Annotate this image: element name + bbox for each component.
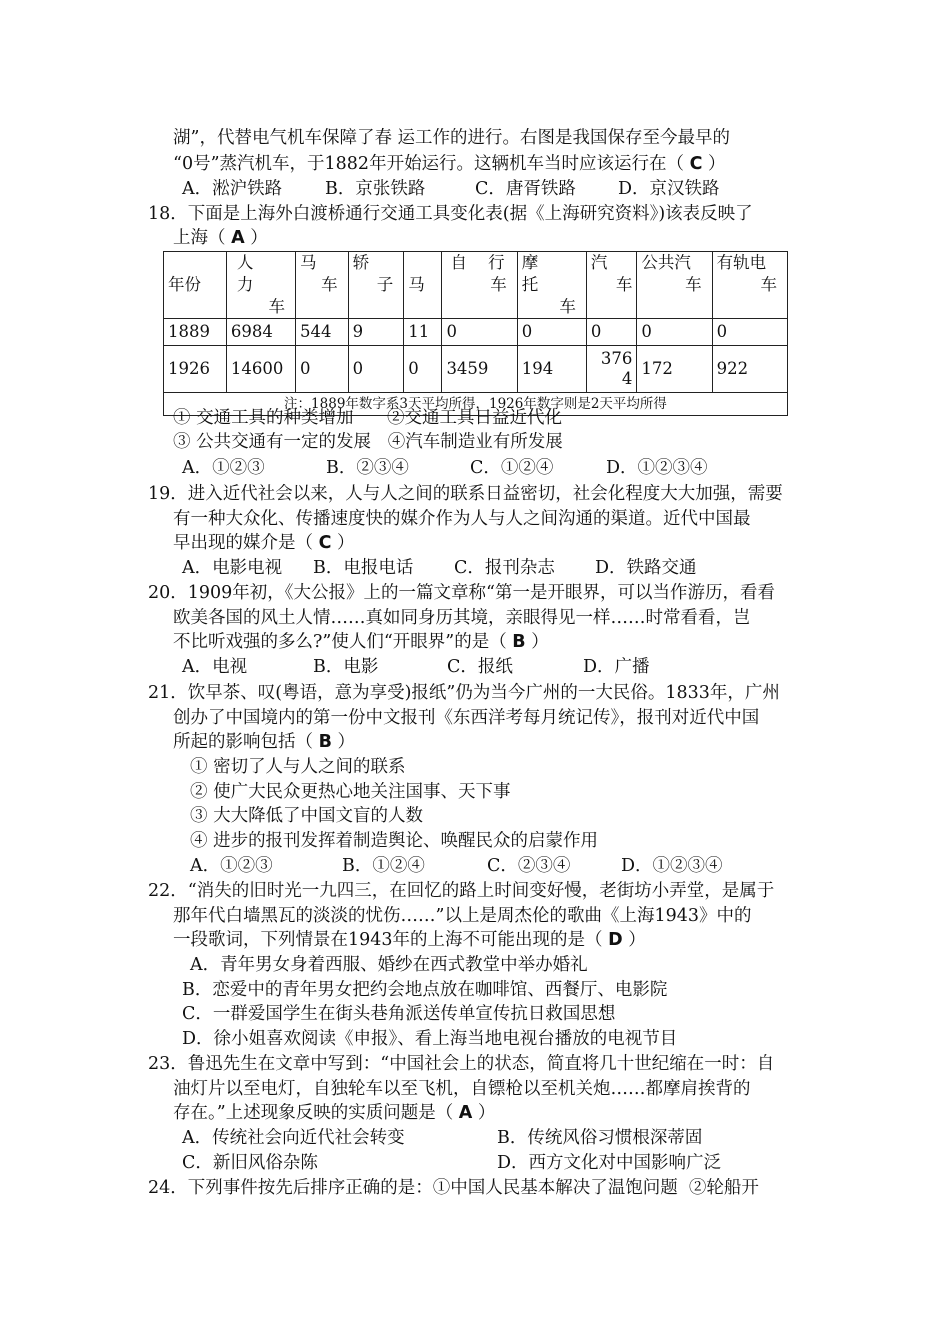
header-cell: 年份 bbox=[164, 252, 227, 319]
q20-option-d: D．广播 bbox=[583, 657, 650, 677]
q23-options-row-2 bbox=[182, 1151, 721, 1175]
q23-option-c: C．新旧风俗杂陈 bbox=[182, 1153, 318, 1173]
table-cell: 194 bbox=[517, 346, 586, 393]
q22-option-d: D．徐小姐喜欢阅读《申报》、看上海当地电视台播放的电视节目 bbox=[182, 1029, 678, 1049]
table-row-1926 bbox=[164, 346, 788, 393]
table-cell: 0 bbox=[712, 319, 787, 346]
table-cell: 172 bbox=[637, 346, 712, 393]
q19-option-d: D．铁路交通 bbox=[595, 558, 697, 578]
header-cell: 马 bbox=[404, 252, 442, 319]
q19-line-1: 19．进入近代社会以来，人与人之间的联系日益密切，社会化程度大大加强，需要 bbox=[148, 484, 783, 504]
header-cell: 人 力 车 bbox=[226, 252, 295, 319]
table-header-row bbox=[164, 252, 788, 319]
q21-line-2: 创办了中国境内的第一份中文报刊《东西洋考每月统记传》，报刊对近代中国 bbox=[173, 708, 760, 728]
q20-option-b: B．电影 bbox=[313, 657, 379, 677]
q23-answer: A bbox=[458, 1103, 473, 1123]
q23-option-b: B．传统风俗习惯根深蒂固 bbox=[497, 1128, 703, 1148]
q22-option-a: A．青年男女身着西服、婚纱在西式教堂中举办婚礼 bbox=[190, 955, 588, 975]
header-cell: 汽 车 bbox=[586, 252, 637, 319]
q21-item-1: ① 密切了人与人之间的联系 bbox=[190, 757, 406, 777]
table-cell: 1926 bbox=[164, 346, 227, 393]
table-cell: 0 bbox=[404, 346, 442, 393]
table-cell: 9 bbox=[348, 319, 404, 346]
table-cell: 14600 bbox=[226, 346, 295, 393]
q19-answer: C bbox=[318, 533, 332, 553]
q18-option-c: C．①②④ bbox=[470, 458, 554, 478]
q21-line-1: 21．饮早茶、叹(粤语，意为享受)报纸”仍为当今广州的一大民俗。1833年，广州 bbox=[148, 683, 780, 703]
q22-answer: D bbox=[608, 930, 623, 950]
q18-line-1: 18．下面是上海外白渡桥通行交通工具变化表(据《上海研究资料》)该表反映了 bbox=[148, 204, 753, 224]
q21-line-3: 所起的影响包括（ B ） bbox=[173, 732, 355, 752]
q18-option-b: B．②③④ bbox=[326, 458, 409, 478]
q17-line-1: 湖”，代替电气机车保障了春 运工作的进行。右图是我国保存至今最早的 bbox=[173, 128, 731, 148]
q18-option-a: A．①②③ bbox=[182, 458, 265, 478]
q21-option-c: C．②③④ bbox=[487, 856, 571, 876]
q18-answer: A bbox=[231, 228, 245, 248]
q17-option-b: B．京张铁路 bbox=[325, 179, 426, 199]
q22-option-c: C．一群爱国学生在街头巷角派送传单宣传抗日救国思想 bbox=[182, 1004, 616, 1024]
q19-option-b: B．电报电话 bbox=[313, 558, 414, 578]
q17-option-d: D．京汉铁路 bbox=[618, 179, 720, 199]
q20-option-a: A．电视 bbox=[182, 657, 248, 677]
q21-item-3: ③ 大大降低了中国文盲的人数 bbox=[190, 806, 424, 826]
table-note: 注：1889年数字系3天平均所得，1926年数字则是2天平均所得 bbox=[164, 393, 788, 416]
q22-line-1: 22．“消失的旧时光一九四三，在回忆的路上时间变好慢，老街坊小弄堂，是属于 bbox=[148, 881, 775, 901]
q23-option-d: D．西方文化对中国影响广泛 bbox=[497, 1153, 722, 1173]
table-cell: 376 4 bbox=[586, 346, 637, 393]
q20-option-c: C．报纸 bbox=[447, 657, 513, 677]
table-cell: 0 bbox=[296, 346, 349, 393]
q21-option-d: D．①②③④ bbox=[621, 856, 723, 876]
q19-line-3: 早出现的媒介是（ C ） bbox=[173, 533, 355, 553]
table-cell: 6984 bbox=[226, 319, 295, 346]
q24-line-1: 24．下列事件按先后排序正确的是：①中国人民基本解决了温饱问题 ②轮船开 bbox=[148, 1178, 759, 1198]
q18-items-2: ③ 公共交通有一定的发展 ④汽车制造业有所发展 bbox=[173, 432, 563, 452]
q17-line-2: “0号”蒸汽机车，于1882年开始运行。这辆机车当时应该运行在（ C ） bbox=[173, 154, 726, 174]
table-cell: 544 bbox=[296, 319, 349, 346]
q23-line-1: 23．鲁迅先生在文章中写到：“中国社会上的状态，简直将几十世纪缩在一时：自 bbox=[148, 1054, 775, 1074]
header-cell: 有轨电 车 bbox=[712, 252, 787, 319]
table-cell: 0 bbox=[442, 319, 517, 346]
table-cell: 0 bbox=[586, 319, 637, 346]
q18-option-d: D．①②③④ bbox=[606, 458, 708, 478]
q21-option-b: B．①②④ bbox=[342, 856, 425, 876]
q21-item-2: ② 使广大民众更热心地关注国事、天下事 bbox=[190, 782, 511, 802]
traffic-table bbox=[163, 251, 788, 416]
q19-options bbox=[182, 556, 697, 580]
q19-line-2: 有一种大众化、传播速度快的媒介作为人与人之间沟通的渠道。近代中国最 bbox=[173, 509, 751, 529]
header-cell: 公共汽 车 bbox=[637, 252, 712, 319]
q23-line-3: 存在。”上述现象反映的实质问题是（ A ） bbox=[173, 1103, 496, 1123]
table-cell: 0 bbox=[517, 319, 586, 346]
table-cell: 0 bbox=[348, 346, 404, 393]
q22-option-b: B．恋爱中的青年男女把约会地点放在咖啡馆、西餐厅、电影院 bbox=[182, 980, 668, 1000]
q19-option-a: A．电影电视 bbox=[182, 558, 283, 578]
q20-answer: B bbox=[512, 632, 526, 652]
q20-options bbox=[182, 655, 650, 679]
q21-answer: B bbox=[318, 732, 332, 752]
q21-option-a: A．①②③ bbox=[190, 856, 273, 876]
q22-line-3: 一段歌词，下列情景在1943年的上海不可能出现的是（ D ） bbox=[173, 930, 646, 950]
q21-options bbox=[190, 854, 723, 878]
table-cell: 3459 bbox=[442, 346, 517, 393]
q18-line-2: 上海（ A ） bbox=[173, 228, 268, 248]
header-cell: 自 行 车 bbox=[442, 252, 517, 319]
q18-items-1: ① 交通工具的种类增加 ②交通工具日益近代化 bbox=[173, 408, 562, 428]
table-row-1889 bbox=[164, 319, 788, 346]
q21-item-4: ④ 进步的报刊发挥着制造舆论、唤醒民众的启蒙作用 bbox=[190, 831, 599, 851]
q17-options bbox=[182, 177, 720, 201]
q23-line-2: 油灯片以至电灯，自独轮车以至飞机，自镖枪以至机关炮……都摩肩挨背的 bbox=[173, 1079, 751, 1099]
q20-line-3: 不比听戏强的多么?”使人们“开眼界”的是（ B ） bbox=[173, 632, 549, 652]
header-cell: 马 车 bbox=[296, 252, 349, 319]
q17-option-a: A．淞沪铁路 bbox=[182, 179, 283, 199]
table-cell: 11 bbox=[404, 319, 442, 346]
q19-option-c: C．报刊杂志 bbox=[454, 558, 555, 578]
table-cell: 1889 bbox=[164, 319, 227, 346]
q22-line-2: 那年代白墙黑瓦的淡淡的忧伤……”以上是周杰伦的歌曲《上海1943》中的 bbox=[173, 906, 752, 926]
table-cell: 0 bbox=[637, 319, 712, 346]
q20-line-2: 欧美各国的风土人情……真如同身历其境，亲眼得见一样……时常看看，岂 bbox=[173, 608, 751, 628]
q18-options bbox=[182, 456, 708, 480]
q23-option-a: A．传统社会向近代社会转变 bbox=[182, 1128, 405, 1148]
q23-options-row-1 bbox=[182, 1126, 702, 1150]
table-cell: 922 bbox=[712, 346, 787, 393]
q17-answer: C bbox=[689, 154, 703, 174]
header-cell: 摩 托 车 bbox=[517, 252, 586, 319]
header-cell: 轿 子 bbox=[348, 252, 404, 319]
q17-option-c: C．唐胥铁路 bbox=[475, 179, 576, 199]
q20-line-1: 20．1909年初，《大公报》上的一篇文章称“第一是开眼界，可以当作游历，看看 bbox=[148, 583, 775, 603]
